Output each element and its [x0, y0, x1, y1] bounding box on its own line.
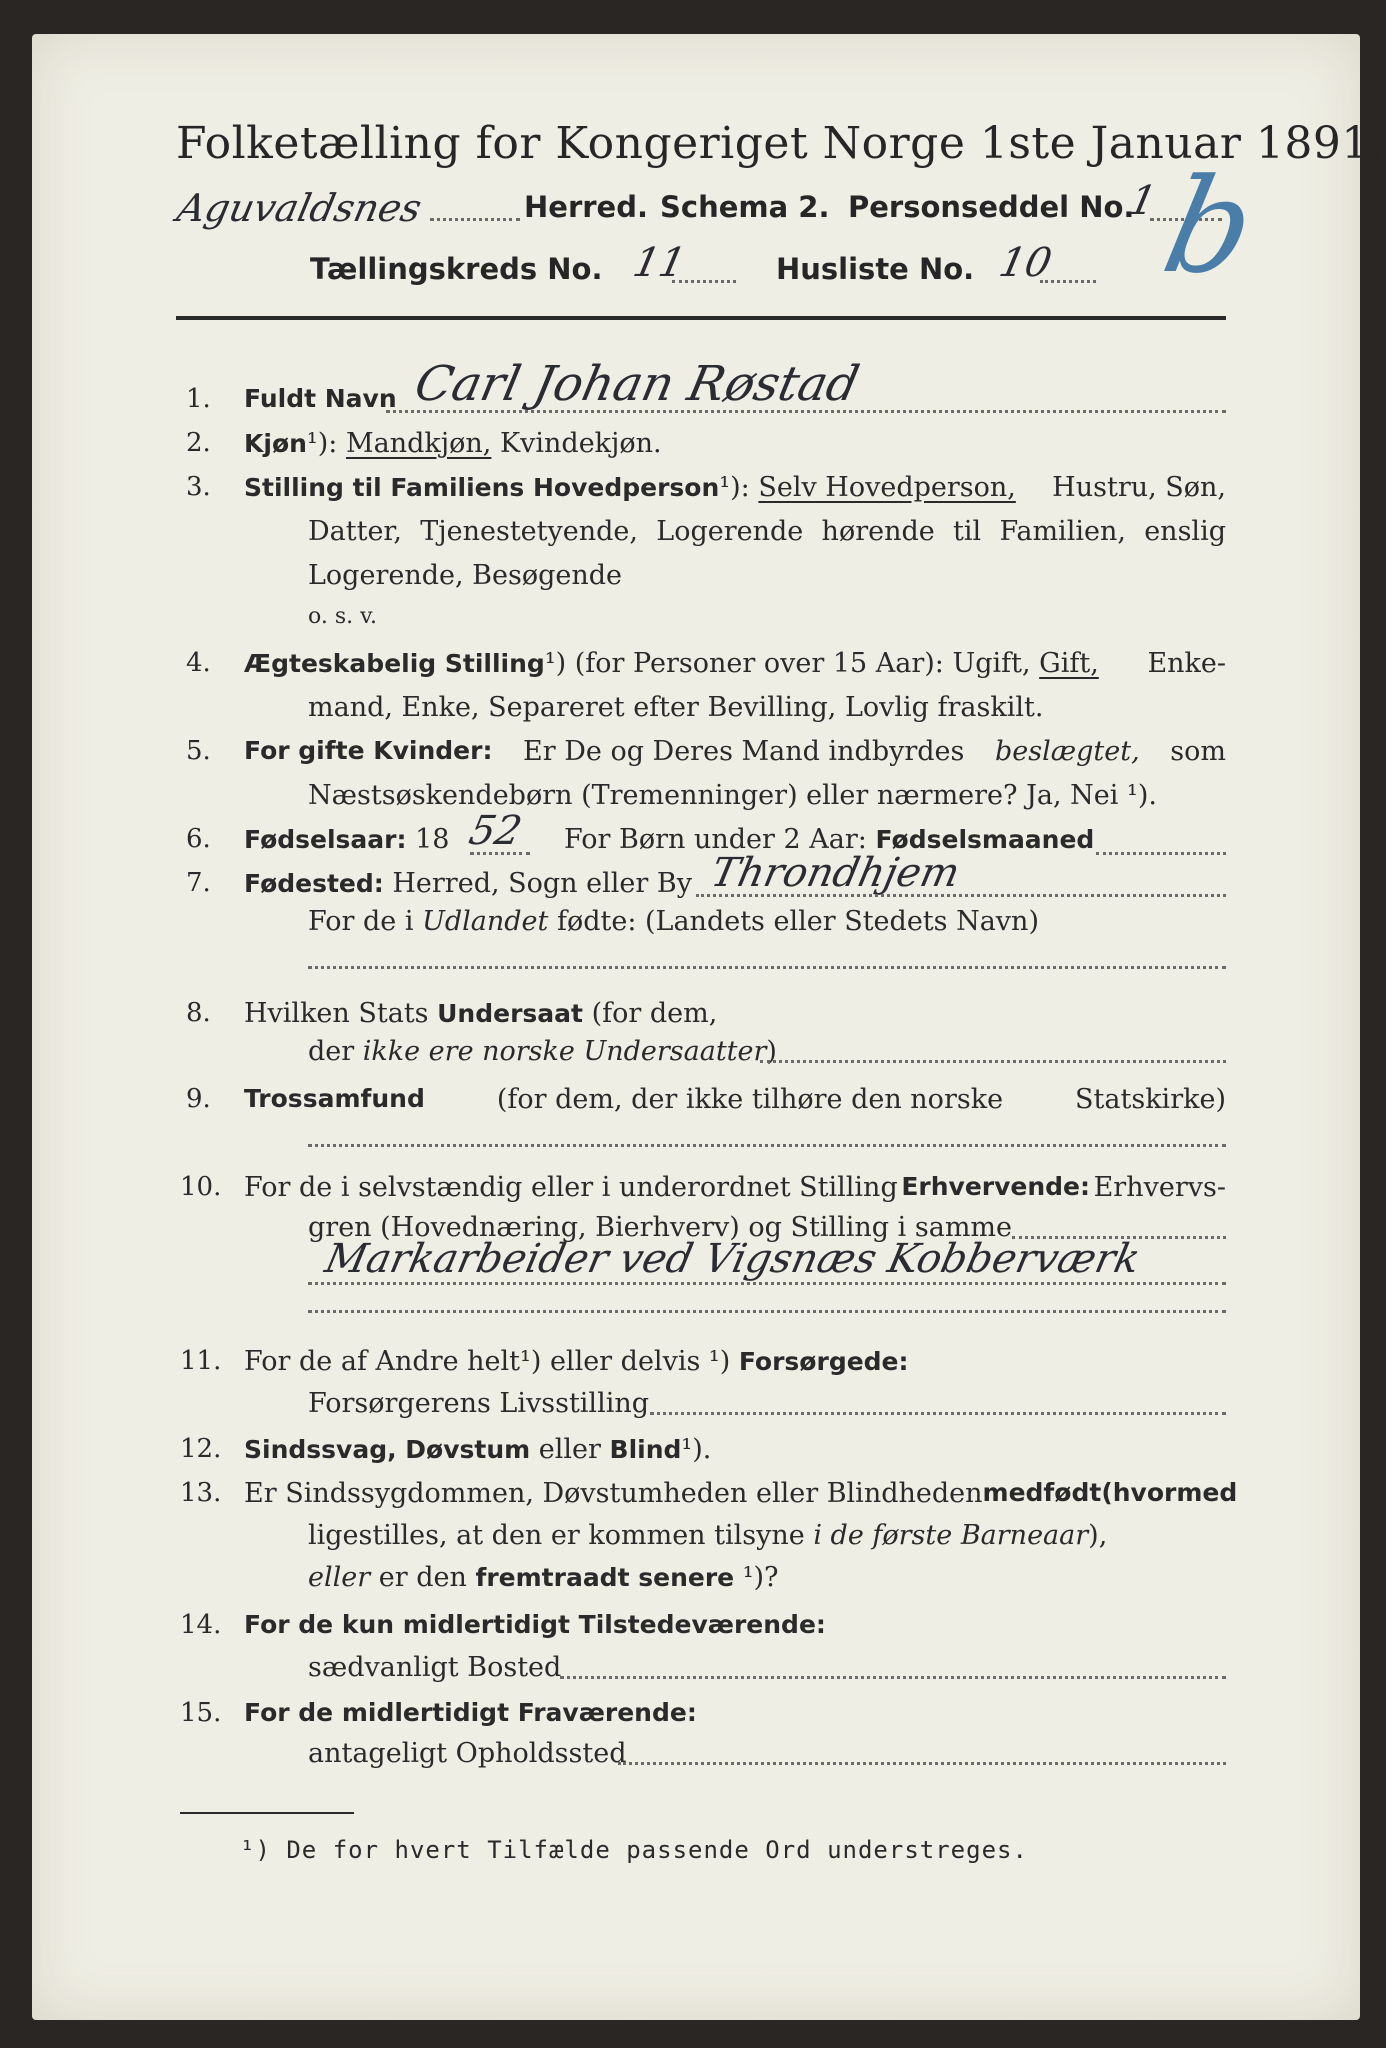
item-number: 10. [180, 1172, 222, 1202]
item-number: 5. [186, 736, 211, 766]
item-number: 1. [186, 384, 211, 414]
q2-label: Kjøn [244, 429, 307, 458]
q13-line3-bold: fremtraadt senere [475, 1563, 735, 1592]
q6-month-label: Fødselsmaaned [875, 825, 1095, 854]
q10-line2: gren (Hovednæring, Bierhverv) og Stilling i samme [308, 1212, 1013, 1243]
q4-rest: Enke- [1147, 648, 1226, 679]
q1-value: Carl Johan Røstad [410, 356, 864, 412]
form-title: Folketælling for Kongeriget Norge 1ste Januar 1891. [176, 118, 1385, 169]
q9-dots [308, 1144, 1226, 1147]
q10-end: Erhvervs- [1093, 1172, 1226, 1203]
q11-dots [650, 1412, 1226, 1415]
q8-line2b: ) [766, 1036, 777, 1067]
q13-line2b: ), [1088, 1520, 1108, 1551]
q3-selected-option: Selv Hovedperson, [758, 472, 1016, 503]
item-number: 15. [180, 1698, 222, 1728]
q13-line3a: er den [378, 1562, 467, 1593]
q1-label: Fuldt Navn [244, 384, 397, 413]
item-number: 2. [186, 428, 211, 458]
q2-female-option: Kvindekjøn. [499, 428, 662, 459]
q15-dots [618, 1762, 1226, 1765]
q11-line2: Forsørgerens Livsstilling [308, 1388, 650, 1419]
herred-dots [430, 218, 520, 221]
q13-line3-italic: eller [308, 1562, 371, 1593]
q8-b: (for dem, [591, 998, 718, 1029]
q11-bold: Forsørgede: [738, 1347, 909, 1376]
q11-a: For de af Andre helt [244, 1346, 521, 1377]
item-number: 4. [186, 648, 211, 678]
item-number: 3. [186, 472, 211, 502]
q14-dots [560, 1676, 1226, 1679]
q2-sup: ¹): [306, 428, 338, 459]
q7-line2b: fødte: (Landets eller Stedets Navn) [556, 906, 1039, 937]
q5-end: som [1170, 736, 1226, 767]
herred-label: Herred. [524, 190, 648, 224]
q6-child-label: For Børn under 2 Aar: [564, 824, 867, 855]
header-rule [176, 316, 1226, 320]
q7-dots [696, 894, 1226, 897]
q7-line2-italic: Udlandet [422, 906, 549, 937]
item-number: 13. [180, 1478, 222, 1508]
q10-bold: Erhvervende: [901, 1172, 1091, 1201]
item-number: 14. [180, 1610, 222, 1640]
q3-rest: Hustru, Søn, [1052, 472, 1226, 503]
q6-prefix: 18 [415, 824, 450, 855]
q15-line2: antageligt Opholdssted [308, 1738, 627, 1769]
item-number: 7. [186, 868, 211, 898]
q3-line3: Logerende, Besøgende [308, 560, 622, 591]
q10-extra-dots [308, 1310, 1226, 1313]
q7-value: Throndhjem [707, 850, 964, 896]
q7-foreign-dots [308, 966, 1226, 969]
q7-label: Fødested: [244, 869, 384, 898]
herred-value: Aguvaldsnes [173, 186, 426, 230]
q3-line4: o. s. v. [308, 604, 377, 629]
q11-b: ¹) eller delvis ¹) [520, 1346, 731, 1377]
q12-end: ¹). [681, 1434, 712, 1465]
q5-line2: Næstsøskendebørn (Tremenninger) eller nærmere? Ja, Nei ¹). [308, 780, 1157, 811]
husliste-dots [1040, 280, 1096, 283]
q6-dots [470, 852, 530, 855]
q13-line2a: ligestilles, at den er kommen tilsyne [308, 1520, 805, 1551]
q15-label: For de midlertidigt Fraværende: [244, 1698, 697, 1727]
q2-male-option: Mandkjøn, [345, 428, 492, 459]
q7-line2a: For de i [308, 906, 414, 937]
q10-value: Markarbeider ved Vigsnæs Kobberværk [321, 1236, 1144, 1282]
q13-end: (hvormed [1101, 1478, 1238, 1507]
q9-label: Trossamfund [244, 1084, 425, 1113]
q14-line2: sædvanligt Bosted [308, 1652, 562, 1683]
q10-a: For de i selvstændig eller i underordnet Stilling [244, 1172, 898, 1203]
q14-label: For de kun midlertidigt Tilstedeværende: [244, 1610, 826, 1639]
q12-bold: Sindssvag, Døvstum [244, 1435, 531, 1464]
q9-end: Statskirke) [1075, 1084, 1226, 1115]
q3-sup: ¹): [719, 472, 750, 503]
q8-bold: Undersaat [437, 999, 583, 1028]
margin-mark: b [1151, 150, 1268, 302]
item-number: 12. [180, 1434, 222, 1464]
kreds-dots [672, 280, 736, 283]
q5-label: For gifte Kvinder: [244, 736, 493, 765]
personseddel-label: Personseddel No. [848, 190, 1135, 224]
q1-dots [386, 410, 1226, 413]
q4-text: ¹) (for Personer over 15 Aar): Ugift, [544, 648, 1031, 679]
q5-text: Er De og Deres Mand indbyrdes [523, 736, 965, 767]
q8-line2-italic: ikke ere norske Undersaatter [362, 1036, 767, 1067]
q6-month-dots [1096, 852, 1226, 855]
q6-label: Fødselsaar: [244, 825, 407, 854]
q3-line2: Datter, Tjenestetyende, Logerende hørende til Familien, enslig [308, 516, 1226, 547]
personseddel-value: 1 [1125, 178, 1161, 224]
item-number: 11. [180, 1346, 222, 1376]
footnote: ¹) De for hvert Tilfælde passende Ord understreges. [240, 1836, 1028, 1864]
item-number: 6. [186, 824, 211, 854]
kreds-value: 11 [629, 240, 690, 286]
q9-text: (for dem, der ikke tilhøre den norske [496, 1084, 1004, 1115]
q8-dots [760, 1060, 1226, 1063]
item-number: 8. [186, 998, 211, 1028]
q3-label: Stilling til Familiens Hovedperson [244, 473, 720, 502]
q4-selected-option: Gift, [1039, 648, 1099, 679]
q13-line3b: ¹)? [742, 1562, 779, 1593]
q8-line2a: der [308, 1036, 355, 1067]
husliste-value: 10 [995, 240, 1056, 286]
q13-bold: medfødt [982, 1478, 1102, 1507]
q5-italic: beslægtet, [994, 736, 1140, 767]
q8-a: Hvilken Stats [244, 998, 429, 1029]
kreds-label: Tællingskreds No. [310, 252, 603, 286]
q13-line2-italic: i de første Barneaar [813, 1520, 1089, 1551]
q10-value-dots [308, 1282, 1226, 1285]
footnote-rule [180, 1812, 354, 1814]
q7-text: Herred, Sogn eller By [392, 868, 692, 899]
q4-label: Ægteskabelig Stilling [244, 649, 545, 678]
q12-bold2: Blind [609, 1435, 682, 1464]
q13-a: Er Sindssygdommen, Døvstumheden eller Blindheden [244, 1478, 983, 1509]
q4-line2: mand, Enke, Separeret efter Bevilling, Lovlig fraskilt. [308, 692, 1044, 723]
husliste-label: Husliste No. [776, 252, 975, 286]
item-number: 9. [186, 1084, 211, 1114]
q12-text: eller [538, 1434, 601, 1465]
schema-label: Schema 2. [660, 190, 830, 224]
q6-value: 52 [465, 808, 526, 854]
